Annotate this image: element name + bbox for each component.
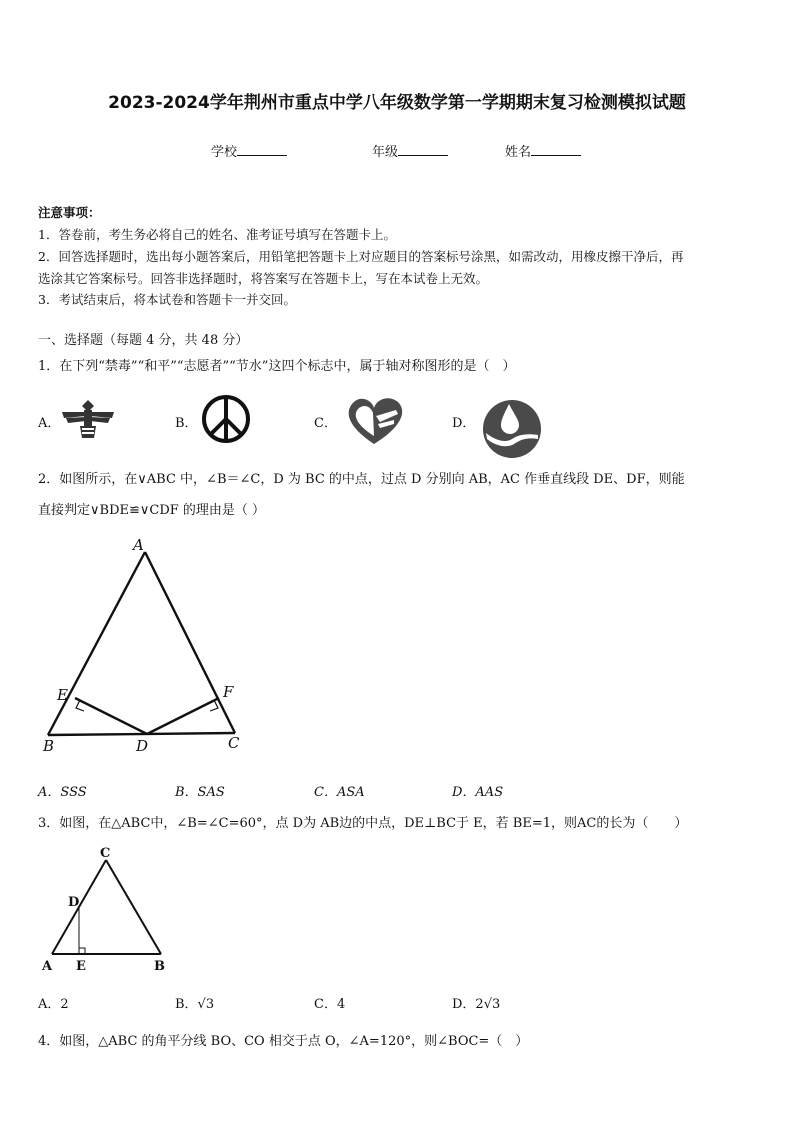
grade-field: [372, 141, 448, 160]
label-c: C: [228, 734, 240, 752]
label-a: A: [133, 536, 144, 554]
q3-option-d[interactable]: D．2√3: [452, 997, 501, 1012]
question-1-text: 1．在下列“禁毒”“和平”“志愿者”“节水”这四个标志中，属于轴对称图形的是（ ）: [38, 359, 516, 374]
section-heading: 一、选择题（每题 4 分，共 48 分）: [38, 333, 249, 348]
school-blank[interactable]: [237, 143, 287, 156]
question-3-text: 3．如图，在△ABC中，∠B=∠C=60°，点 D为 AB边的中点，DE⊥BC于 E，若 BE=1，则AC的长为（ ）: [38, 816, 688, 831]
label-f: F: [223, 683, 234, 701]
note-item: 1．答卷前，考生务必将自己的姓名、准考证号填写在答题卡上。: [38, 227, 396, 242]
question-2-line2: 直接判定∨BDE≌∨CDF 的理由是（ ）: [38, 503, 266, 518]
q2-option-b[interactable]: B．SAS: [175, 785, 225, 800]
q2-triangle-figure: [35, 530, 260, 760]
label-c: C: [100, 846, 111, 861]
question-4-text: 4．如图，△ABC 的角平分线 BO、CO 相交于点 O，∠A=120°，则∠BOC=（ ）: [38, 1034, 529, 1049]
label-b: B: [43, 737, 55, 755]
label-d: D: [136, 737, 149, 755]
note-item: 选涂其它答案标号。回答非选择题时，将答案写在答题卡上，写在本试卷上无效。: [38, 271, 489, 286]
side-bc: [48, 733, 235, 735]
label-a: A: [42, 959, 53, 974]
name-blank[interactable]: [531, 143, 581, 156]
q1-option-b[interactable]: B．: [175, 416, 198, 431]
q3-option-b[interactable]: B．√3: [175, 997, 215, 1012]
school-field: [211, 141, 287, 160]
eagle-emblem-icon: [60, 398, 116, 442]
water-drop-icon: [482, 399, 542, 459]
q3-option-c[interactable]: C．4: [314, 997, 346, 1012]
q1-option-a[interactable]: A．: [38, 416, 61, 431]
q1-option-d[interactable]: D．: [452, 416, 476, 431]
q3-option-a[interactable]: A．2: [38, 997, 69, 1012]
notes-heading: 注意事项：: [38, 205, 101, 220]
grade-blank[interactable]: [398, 143, 448, 156]
label-b: B: [154, 959, 165, 974]
segment-df: [147, 698, 219, 734]
question-2-line1: 2．如图所示，在∨ABC 中，∠B＝∠C，D 为 BC 的中点，过点 D 分别向 AB，AC 作垂直线段 DE、DF，则能: [38, 472, 685, 487]
side-cb: [106, 860, 161, 954]
q1-option-c[interactable]: C．: [314, 416, 337, 431]
label-d: D: [68, 895, 80, 910]
side-ac: [145, 552, 235, 733]
peace-sign-icon: [200, 393, 252, 445]
q2-option-d[interactable]: D．AAS: [452, 785, 504, 800]
heart-hand-icon: [340, 392, 412, 450]
note-item: 2．回答选择题时，选出每小题答案后，用铅笔把答题卡上对应题目的答案标号涂黑，如需改动，用橡皮擦干净后，再: [38, 249, 684, 264]
grade-label: 年级: [372, 145, 399, 160]
segment-de: [75, 698, 147, 734]
q2-option-c[interactable]: C．ASA: [314, 785, 365, 800]
page-title: 2023-2024学年荆州市重点中学八年级数学第一学期期末复习检测模拟试题: [108, 93, 686, 113]
name-field: [505, 141, 581, 160]
school-label: 学校: [211, 145, 238, 160]
name-label: 姓名: [505, 145, 532, 160]
note-item: 3．考试结束后，将本试卷和答题卡一并交回。: [38, 292, 296, 307]
q3-triangle-figure: [36, 840, 176, 975]
q2-option-a[interactable]: A．SSS: [38, 785, 87, 800]
label-e: E: [76, 959, 86, 974]
label-e: E: [57, 686, 68, 704]
